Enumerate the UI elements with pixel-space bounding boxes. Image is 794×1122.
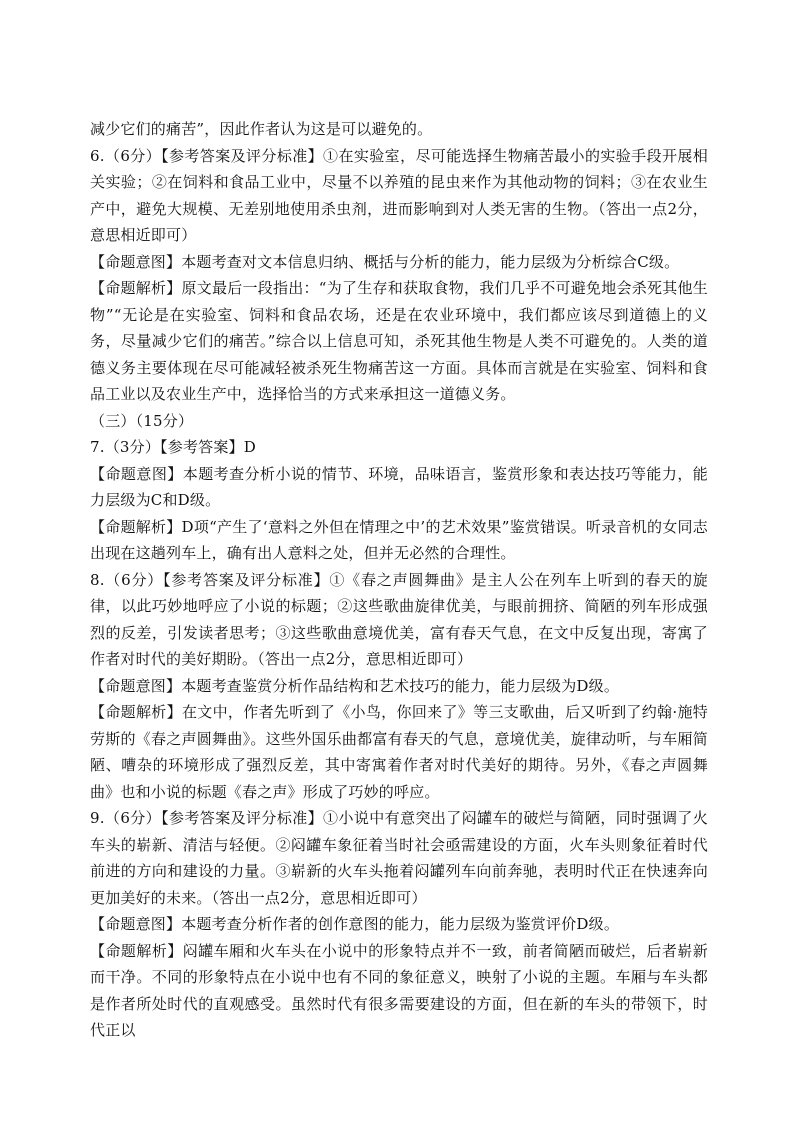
answer-q8: 8.（6分）【参考答案及评分标准】①《春之声圆舞曲》是主人公在列车上听到的春天的旋律，以此巧妙地呼应了小说的标题；②这些歌曲旋律优美，与眼前拥挤、简陋的列车形成强烈的反差，引发读者思考；③这些歌曲意境优美，富有春天气息，在文中反复出现，寄寓了作者对时代的美好期盼。（答出一点2分，意思相近即可）: [90, 570, 708, 668]
intent-q9: 【命题意图】本题考查分析作者的创作意图的能力，能力层级为鉴赏评价D级。: [90, 915, 620, 933]
intent-q8: 【命题意图】本题考查鉴赏分析作品结构和艺术技巧的能力，能力层级为D级。: [90, 676, 620, 695]
answer-q9: 9.（6分）【参考答案及评分标准】①小说中有意突出了闷罐车的破烂与简陋，同时强调了火车头的崭新、清洁与轻便。②闷罐车象征着当时社会亟需建设的方面，火车头则象征着时代前进的方向和建设的力量。③崭新的火车头拖着闷罐列车向前奔驰，表明时代正在快速奔向更加美好的未来。（答出一点2分，意思相近即可）: [90, 809, 708, 907]
analysis-q6: 【命题解析】原文最后一段指出：“为了生存和获取食物，我们几乎不可避免地会杀死其他生物”“无论是在实验室、饲料和食品农场，还是在农业环境中，我们都应该尽到道德上的义务，尽量减少它们的痛苦。”综合以上信息可知，杀死其他生物是人类不可避免的。人类的道德义务主要体现在尽可能减轻被杀死生物痛苦这一方面。具体而言就是在实验室、饲料和食品工业以及农业生产中，选择恰当的方式来承担这一道德义务。: [90, 279, 708, 403]
answer-q6: 6.（6分）【参考答案及评分标准】①在实验室，尽可能选择生物痛苦最小的实验手段开展相关实验；②在饲料和食品工业中，尽量不以养殖的昆虫来作为其他动物的饲料；③在农业生产中，避免大规模、无差别地使用杀虫剂，进而影响到对人类无害的生物。（答出一点2分，意思相近即可）: [90, 146, 708, 244]
analysis-q9: 【命题解析】闷罐车厢和火车头在小说中的形象特点并不一致，前者简陋而破烂，后者崭新而干净。不同的形象特点在小说中也有不同的象征意义，映射了小说的主题。车厢与车头都是作者所处时代的直观感受。虽然时代有很多需要建设的方面，但在新的车头的带领下，时代正以: [90, 941, 708, 1039]
analysis-q8: 【命题解析】在文中，作者先听到了《小鸟，你回来了》等三支歌曲，后又听到了约翰·施特劳斯的《春之声圆舞曲》。这些外国乐曲都富有春天的气息，意境优美，旋律动听，与车厢简陋、嘈杂的环境形成了强烈反差，其中寄寓着作者对时代美好的期待。另外，《春之声圆舞曲》也和小说的标题《春之声》形成了巧妙的呼应。: [90, 703, 708, 801]
analysis-q7: 【命题解析】D项“产生了‘意料之外但在情理之中’的艺术效果”鉴赏错误。听录音机的女同志出现在这趟列车上，确有出人意料之处，但并无必然的合理性。: [90, 517, 708, 562]
section-heading-3: （三）（15分）: [90, 411, 194, 430]
intent-q7: 【命题意图】本题考查分析小说的情节、环境，品味语言，鉴赏形象和表达技巧等能力，能力层级为C和D级。: [90, 464, 708, 509]
answer-q7: 7.（3分）【参考答案】D: [90, 438, 256, 456]
intent-q6: 【命题意图】本题考查对文本信息归纳、概括与分析的能力，能力层级为分析综合C级。: [90, 252, 680, 271]
paragraph-continuation: 减少它们的痛苦”，因此作者认为这是可以避免的。: [90, 120, 433, 138]
